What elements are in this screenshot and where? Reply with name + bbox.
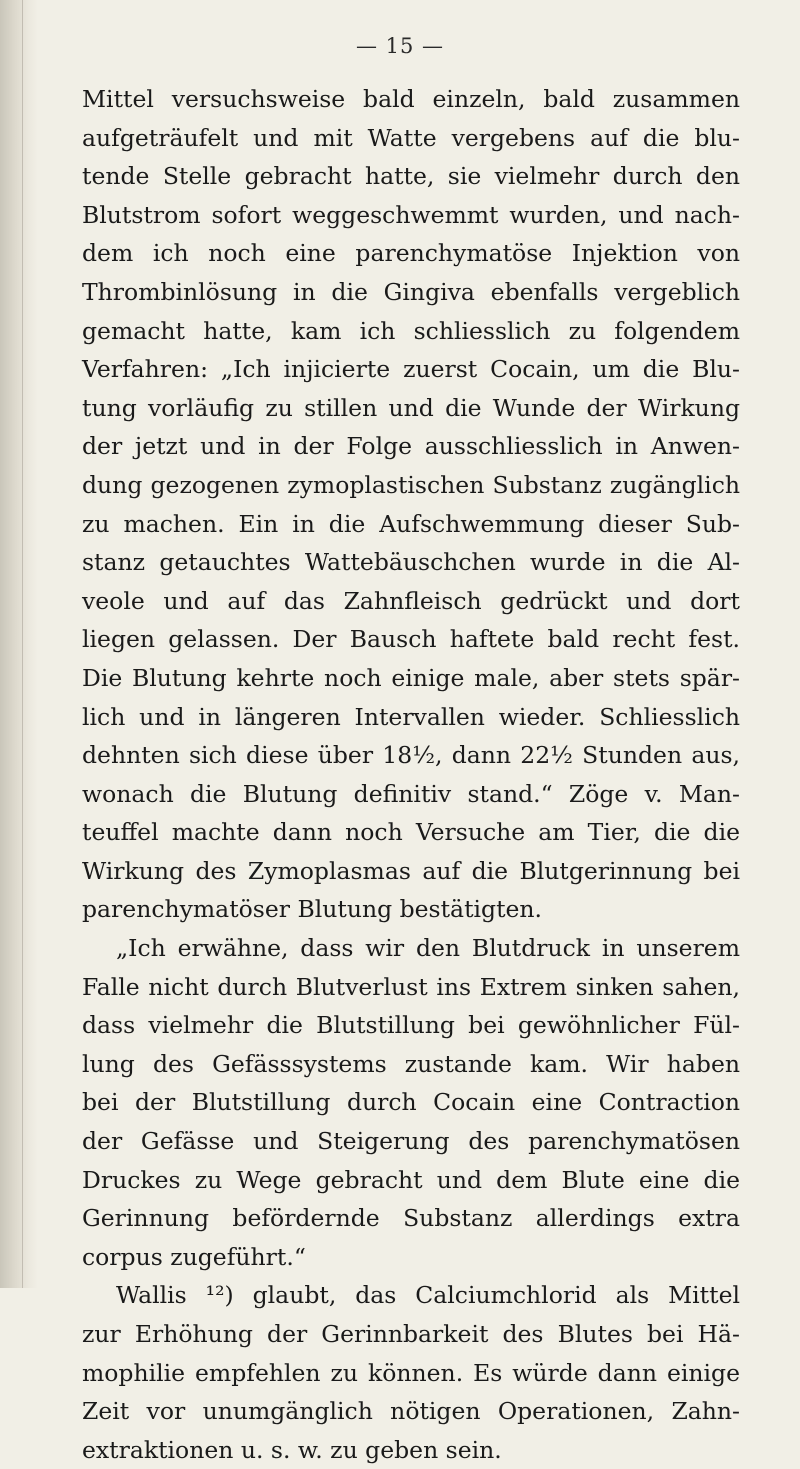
text-line: zu machen. Ein in die Aufschwemmung dieser Sub- xyxy=(82,509,740,538)
text-line: zur Erhöhung der Gerinnbarkeit des Blutes bei Hä- xyxy=(82,1320,740,1348)
paragraph-end-line: parenchymatöser Blutung bestätigten. xyxy=(82,895,543,924)
paragraph-start-line: „Ich erwähne, dass wir den Blutdruck in unserem xyxy=(116,934,740,963)
text-line: mophilie empfehlen zu können. Es würde dann einige xyxy=(82,1358,740,1387)
text-line: dung gezogenen zymoplastischen Substanz zugänglich xyxy=(82,470,740,499)
text-line: dass vielmehr die Blutstillung bei gewöhnlicher Fül- xyxy=(82,1011,740,1040)
text-line: aufgeträufelt und mit Watte vergebens auf die blu- xyxy=(82,123,740,152)
text-line: Zeit vor unumgänglich nötigen Operationen, Zahn- xyxy=(82,1397,740,1426)
text-line: Wirkung des Zymoplasmas auf die Blutgerinnung bei xyxy=(82,856,740,885)
text-line: Falle nicht durch Blutverlust ins Extrem sinken sahen, xyxy=(82,972,740,1001)
text-line: lung des Gefässsystems zustande kam. Wir haben xyxy=(82,1049,740,1078)
text-line: bei der Blutstillung durch Cocain eine Contraction xyxy=(82,1088,740,1117)
paragraph-start-line: Wallis ¹²) glaubt, das Calciumchlorid als Mittel xyxy=(116,1281,740,1310)
text-line: tende Stelle gebracht hatte, sie vielmehr durch den xyxy=(82,162,740,191)
text-line: dehnten sich diese über 18½, dann 22½ Stunden aus, xyxy=(82,741,740,770)
text-line: Die Blutung kehrte noch einige male, aber stets spär- xyxy=(82,663,740,692)
page-number: — 15 — xyxy=(355,34,445,58)
text-line: gemacht hatte, kam ich schliesslich zu folgendem xyxy=(82,316,740,345)
page-fold-line xyxy=(22,0,23,1288)
text-line: Thrombinlösung in die Gingiva ebenfalls vergeblich xyxy=(82,277,740,306)
text-line: Mittel versuchsweise bald einzeln, bald zusammen xyxy=(82,85,740,113)
paragraph-end-line: corpus zugeführt.“ xyxy=(82,1242,306,1271)
paragraph-end-line: extraktionen u. s. w. zu geben sein. xyxy=(82,1435,502,1464)
text-line: wonach die Blutung definitiv stand.“ Zöge v. Man- xyxy=(82,779,740,808)
text-line: teuffel machte dann noch Versuche am Tier, die die xyxy=(82,818,740,847)
body-text xyxy=(82,80,740,1469)
text-line: Gerinnung befördernde Substanz allerdings extra xyxy=(82,1204,740,1233)
text-line: veole und auf das Zahnfleisch gedrückt und dort xyxy=(82,586,740,615)
text-line: Blutstrom sofort weggeschwemmt wurden, und nach- xyxy=(82,200,740,229)
text-line: der jetzt und in der Folge ausschliesslich in Anwen- xyxy=(82,432,740,461)
text-line: liegen gelassen. Der Bausch haftete bald recht fest. xyxy=(82,625,740,654)
text-line: Druckes zu Wege gebracht und dem Blute eine die xyxy=(82,1165,740,1194)
page-binding-edge xyxy=(0,0,38,1288)
text-line: stanz getauchtes Wattebäuschchen wurde in die Al- xyxy=(82,548,740,577)
text-line: lich und in längeren Intervallen wieder. Schliesslich xyxy=(82,702,740,731)
text-line: Verfahren: „Ich injicierte zuerst Cocain, um die Blu- xyxy=(82,355,740,384)
text-line: dem ich noch eine parenchymatöse Injektion von xyxy=(82,239,740,268)
text-line: tung vorläufig zu stillen und die Wunde der Wirkung xyxy=(82,393,740,422)
text-line: der Gefässe und Steigerung des parenchymatösen xyxy=(82,1127,740,1156)
